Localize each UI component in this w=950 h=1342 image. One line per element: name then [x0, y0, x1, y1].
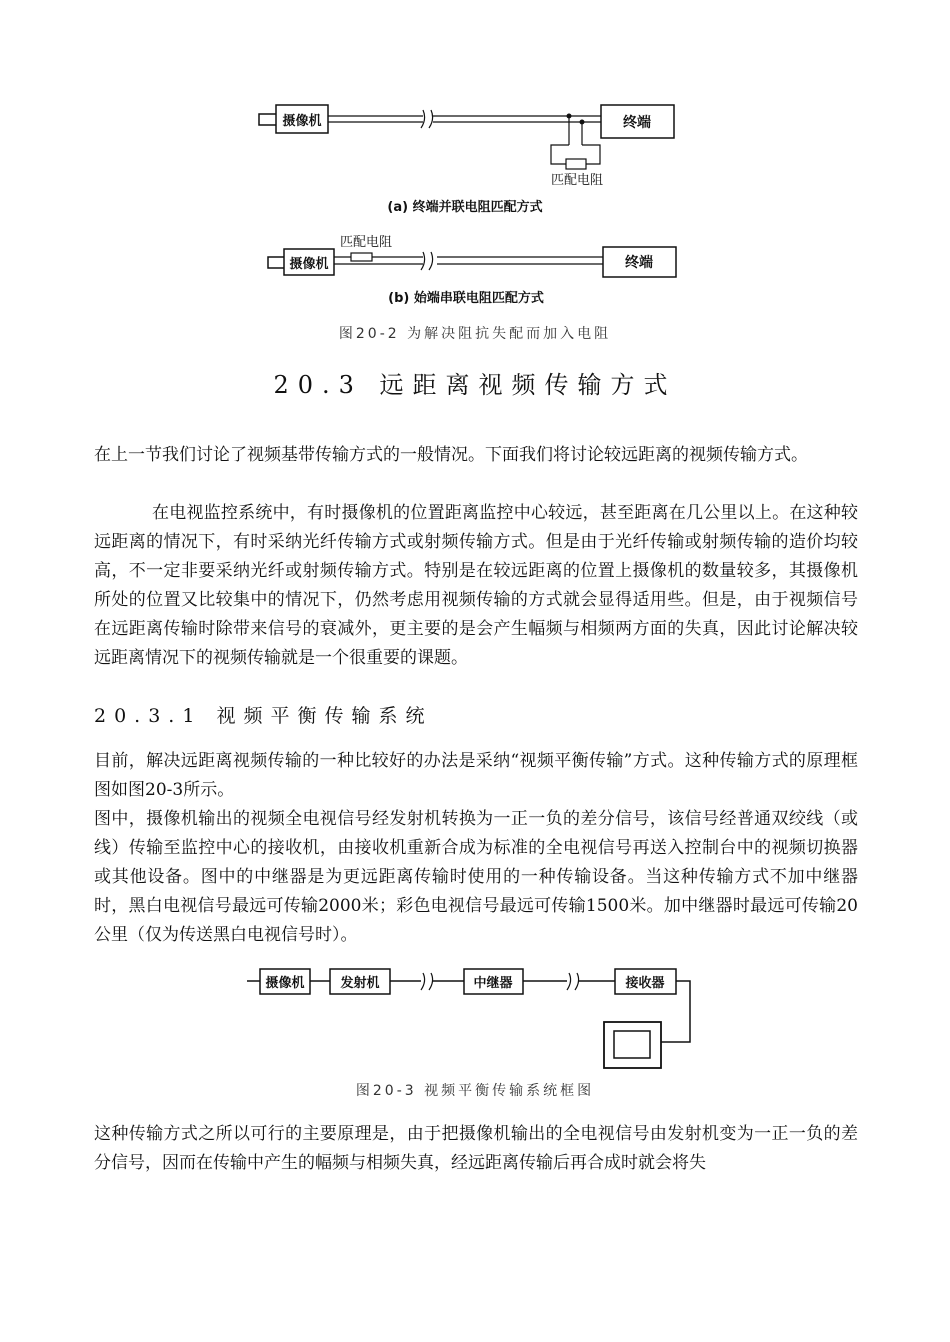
- figure-20-2-caption: 图20-2 为解决阻抗失配而加入电阻: [338, 326, 612, 342]
- repeater-label: 中继器: [473, 976, 513, 991]
- figure-20-3-diagram: [0, 960, 950, 1072]
- resistor-label: 匹配电阻: [550, 173, 604, 188]
- terminal-label: 终端: [625, 255, 653, 271]
- section-paragraph-2: 在电视监控系统中，有时摄像机的位置距离监控中心较远，甚至距离在几公里以上。在这种较远距离的情况下，有时采纳光纤传输方式或射频传输方式。但是由于光纤传输或射频传输的造价均较高，不一定非要采纳光纤或射频传输方式。特别是在较远距离的位置上摄像机的数量较多，其摄像机所处的位置又比较集中的情况下，仍然考虑用视频传输的方式就会显得适用些。但是，由于视频信号在远距离传输时除带来信号的衰减外，更主要的是会产生幅频与相频两方面的失真，因此讨论解决较远距离情况下的视频传输就是一个很重要的课题。: [94, 503, 858, 668]
- camera-label: 摄像机: [282, 114, 322, 129]
- transmitter-label: 发射机: [340, 976, 380, 991]
- figure-b-caption: (b) 始端串联电阻匹配方式: [388, 291, 544, 306]
- section-title: 20.3 远距离视频传输方式: [273, 371, 677, 399]
- figure-20-2b-diagram: [0, 230, 950, 310]
- figure-20-2a-diagram: [0, 95, 950, 220]
- section-paragraph-1: 在上一节我们讨论了视频基带传输方式的一般情况。下面我们将讨论较远距离的视频传输方式。: [94, 445, 808, 465]
- closing-paragraph: 这种传输方式之所以可行的主要原理是，由于把摄像机输出的全电视信号由发射机变为一正一负的差分信号，因而在传输中产生的幅频与相频失真，经远距离传输后再合成时就会将失: [94, 1124, 858, 1173]
- terminal-label: 终端: [623, 115, 651, 131]
- figure-20-3-caption: 图20-3 视频平衡传输系统框图: [355, 1083, 595, 1099]
- figure-a-caption: (a) 终端并联电阻匹配方式: [387, 200, 543, 215]
- receiver-label: 接收器: [625, 976, 665, 991]
- subsection-paragraph-2: 图中，摄像机输出的视频全电视信号经发射机转换为一正一负的差分信号，该信号经普通双绞线（或线）传输至监控中心的接收机，由接收机重新合成为标准的全电视信号再送入控制台中的视频切换器或其他设备。图中的中继器是为更远距离传输时使用的一种传输设备。当这种传输方式不加中继器时，黑白电视信号最远可传输2000米；彩色电视信号最远可传输1500米。加中继器时最远可传输20公里（仅为传送黑白电视信号时）。: [94, 809, 858, 945]
- camera-label: 摄像机: [265, 976, 305, 991]
- subsection-paragraph-1: 目前，解决远距离视频传输的一种比较好的办法是采纳“视频平衡传输”方式。这种传输方式的原理框图如图20-3所示。: [94, 751, 858, 800]
- subsection-title: 20.3.1 视频平衡传输系统: [94, 705, 433, 727]
- resistor-label: 匹配电阻: [339, 235, 393, 250]
- camera-label: 摄像机: [289, 257, 329, 272]
